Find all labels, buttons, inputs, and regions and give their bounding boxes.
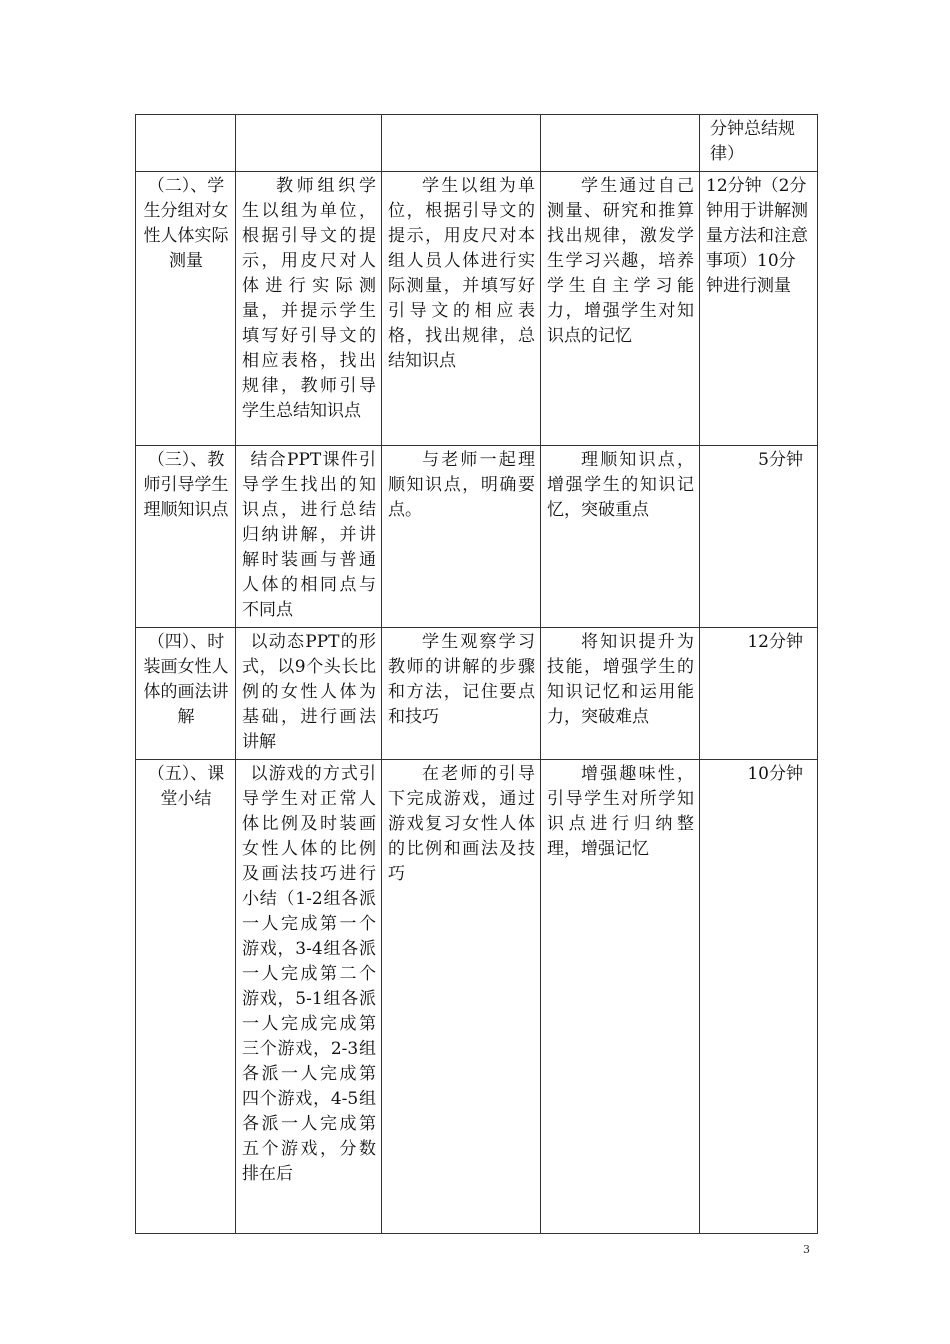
student-activity-cell: 学生以组为单位，根据引导文的提示，用皮尺对本组人员人体进行实际测量，并填写好引导文的相应表格，找出规律，总结知识点 [382,172,541,446]
table-row [136,760,818,1234]
teacher-activity-cell: 教师组织学生以组为单位，根据引导文的提示，用皮尺对人体进行实际测量，并提示学生填写好引导文的相应表格，找出规律，教师引导学生总结知识点 [236,172,382,446]
teacher-activity-cell: 以动态PPT的形式，以9个头长比例的女性人体为基础，进行画法讲解 [236,628,382,760]
table-row [136,172,818,446]
lesson-plan-table [135,114,818,1234]
teacher-activity-cell: 以游戏的方式引导学生对正常人体比例及时装画女性人体的比例及画法技巧进行小结（1-2组各派一人完成第一个游戏，3-4组各派一人完成第二个游戏，5-1组各派一人完成完成第三个游戏，2-3组各派一人完成第四个游戏，4-5组各派一人完成第五个游戏，分数排在后 [236,760,382,1234]
student-activity-cell: 在老师的引导下完成游戏，通过游戏复习女性人体的比例和画法及技巧 [382,760,541,1234]
design-intent-cell: 理顺知识点，增强学生的知识记忆，突破重点 [541,446,700,628]
design-intent-cell [541,115,700,172]
stage-cell: （二）、学生分组对女性人体实际测量 [136,172,236,446]
student-activity-cell [382,115,541,172]
teacher-activity-cell: 结合PPT课件引导学生找出的知识点，进行总结归纳讲解，并讲解时装画与普通人体的相同点与不同点 [236,446,382,628]
student-activity-cell: 与老师一起理顺知识点，明确要点。 [382,446,541,628]
time-cell: 5分钟 [700,446,818,628]
stage-cell: （三）、教师引导学生理顺知识点 [136,446,236,628]
time-cell: 12分钟 [700,628,818,760]
time-cell: 12分钟（2分钟用于讲解测量方法和注意事项）10分钟进行测量 [700,172,818,446]
stage-cell: （四）、时装画女性人体的画法讲解 [136,628,236,760]
design-intent-cell: 增强趣味性，引导学生对所学知识点进行归纳整理，增强记忆 [541,760,700,1234]
table-row [136,115,818,172]
design-intent-cell: 将知识提升为技能，增强学生的知识记忆和运用能力，突破难点 [541,628,700,760]
table-row [136,446,818,628]
page-number: 3 [803,1243,810,1256]
design-intent-cell: 学生通过自己测量、研究和推算找出规律，激发学生学习兴趣，培养学生自主学习能力，增强学生对知识点的记忆 [541,172,700,446]
time-cell: 分钟总结规律） [700,115,818,172]
student-activity-cell: 学生观察学习教师的讲解的步骤和方法，记住要点和技巧 [382,628,541,760]
teacher-activity-cell [236,115,382,172]
stage-cell [136,115,236,172]
table-row [136,628,818,760]
time-cell: 10分钟 [700,760,818,1234]
stage-cell: （五）、课堂小结 [136,760,236,1234]
